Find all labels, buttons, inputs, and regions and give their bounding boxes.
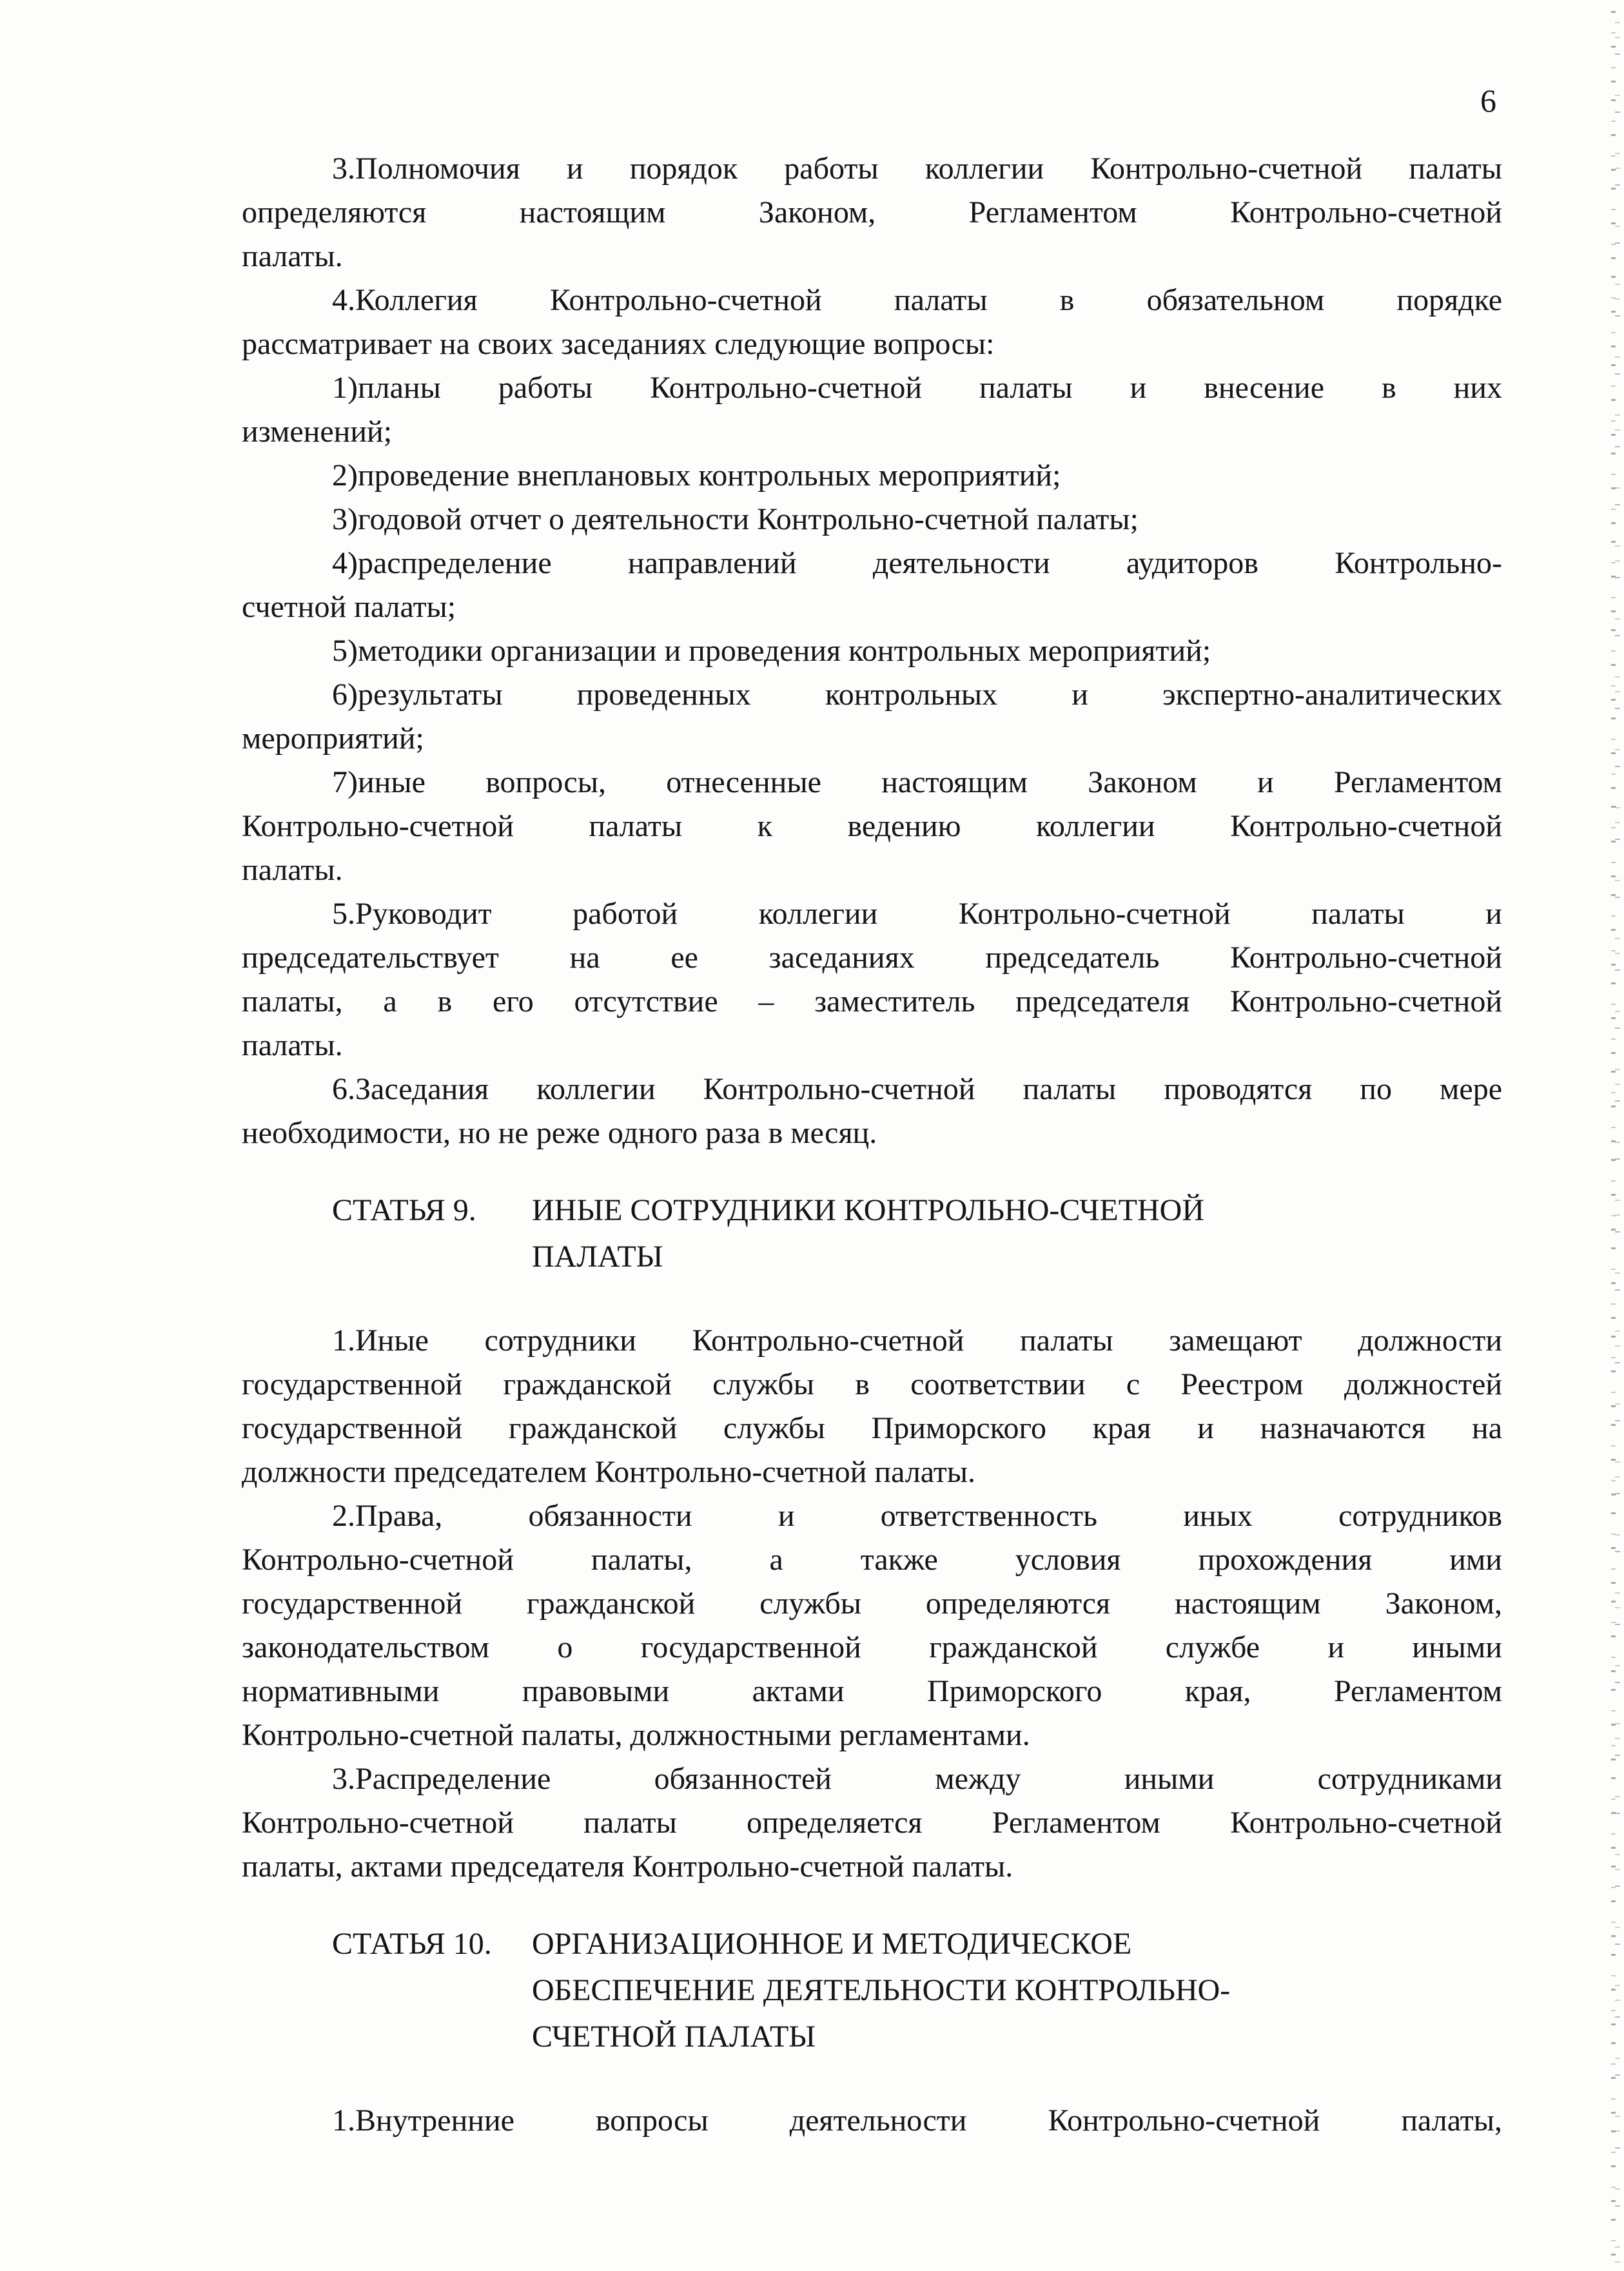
- text-line: счетной палаты;: [242, 590, 456, 624]
- text-line: палаты.: [242, 853, 343, 887]
- text-line: 5.Руководит работой коллегии Контрольно-счетной палаты и: [332, 897, 1502, 931]
- article-title: [532, 1187, 1502, 1280]
- text-line: палаты, актами председателя Контрольно-счетной палаты.: [242, 1849, 1013, 1884]
- article-10-heading: [332, 1921, 1502, 2060]
- text-line: должности председателем Контрольно-счетной палаты.: [242, 1455, 976, 1489]
- text-line: палаты.: [242, 239, 343, 273]
- text-line: государственной гражданской службы в соответствии с Реестром должностей: [242, 1367, 1502, 1401]
- text-line: рассматривает на своих заседаниях следующие вопросы:: [242, 327, 995, 361]
- article-title-line: ИНЫЕ СОТРУДНИКИ КОНТРОЛЬНО-СЧЕТНОЙ: [532, 1193, 1204, 1227]
- text-line: 4.Коллегия Контрольно-счетной палаты в обязательном порядке: [332, 283, 1502, 317]
- text-line: Контрольно-счетной палаты, а также условия прохождения ими: [242, 1543, 1502, 1577]
- text-line: председательствует на ее заседаниях председатель Контрольно-счетной: [242, 941, 1502, 975]
- text-line: 4)распределение направлений деятельности аудиторов Контрольно-: [332, 546, 1502, 580]
- text-line: нормативными правовыми актами Приморского края, Регламентом: [242, 1674, 1502, 1708]
- text-line: изменений;: [242, 414, 393, 449]
- text-line: 1)планы работы Контрольно-счетной палаты и внесение в них: [332, 371, 1502, 405]
- text-line: законодательством о государственной гражданской службе и иными: [242, 1630, 1502, 1664]
- text-line: 1.Внутренние вопросы деятельности Контрольно-счетной палаты,: [332, 2103, 1502, 2138]
- page-number: 6: [1480, 83, 1496, 119]
- text-line: 2)проведение внеплановых контрольных мероприятий;: [332, 458, 1061, 492]
- text-line: 1.Иные сотрудники Контрольно-счетной палаты замещают должности: [332, 1323, 1502, 1358]
- article-title-line: ОБЕСПЕЧЕНИЕ ДЕЯТЕЛЬНОСТИ КОНТРОЛЬНО-: [532, 1973, 1231, 2007]
- text-line: государственной гражданской службы определяются настоящим Законом,: [242, 1586, 1502, 1621]
- text-line: 5)методики организации и проведения контрольных мероприятий;: [332, 634, 1211, 668]
- scan-noise-strip-artifact: [1607, 0, 1620, 2271]
- text-line: 6.Заседания коллегии Контрольно-счетной палаты проводятся по мере: [332, 1072, 1502, 1106]
- text-line: Контрольно-счетной палаты, должностными регламентами.: [242, 1718, 1030, 1752]
- text-line: палаты.: [242, 1028, 343, 1062]
- text-line: 3)годовой отчет о деятельности Контрольно-счетной палаты;: [332, 502, 1139, 536]
- article-label: СТАТЬЯ 9.: [332, 1193, 476, 1227]
- text-line: определяются настоящим Законом, Регламентом Контрольно-счетной: [242, 195, 1502, 229]
- article-title-line: СЧЕТНОЙ ПАЛАТЫ: [532, 2020, 816, 2054]
- article-title-line: ОРГАНИЗАЦИОННОЕ И МЕТОДИЧЕСКОЕ: [532, 1927, 1132, 1961]
- text-column: [242, 147, 1502, 2143]
- text-line: Контрольно-счетной палаты к ведению коллегии Контрольно-счетной: [242, 809, 1502, 843]
- article-9-heading: [332, 1187, 1502, 1280]
- text-line: мероприятий;: [242, 721, 424, 755]
- text-line: 2.Права, обязанности и ответственность иных сотрудников: [332, 1499, 1502, 1533]
- article-label: СТАТЬЯ 10.: [332, 1927, 492, 1961]
- text-line: 6)результаты проведенных контрольных и экспертно-аналитических: [332, 677, 1502, 712]
- article-title: [532, 1921, 1502, 2060]
- text-line: 7)иные вопросы, отнесенные настоящим Законом и Регламентом: [332, 765, 1502, 799]
- text-line: 3.Распределение обязанностей между иными сотрудниками: [332, 1762, 1502, 1796]
- text-line: государственной гражданской службы Приморского края и назначаются на: [242, 1411, 1502, 1445]
- text-line: необходимости, но не реже одного раза в месяц.: [242, 1116, 877, 1150]
- article-title-line: ПАЛАТЫ: [532, 1240, 663, 1274]
- text-line: палаты, а в его отсутствие – заместитель председателя Контрольно-счетной: [242, 984, 1502, 1019]
- text-line: Контрольно-счетной палаты определяется Регламентом Контрольно-счетной: [242, 1806, 1502, 1840]
- text-line: 3.Полномочия и порядок работы коллегии Контрольно-счетной палаты: [332, 151, 1502, 186]
